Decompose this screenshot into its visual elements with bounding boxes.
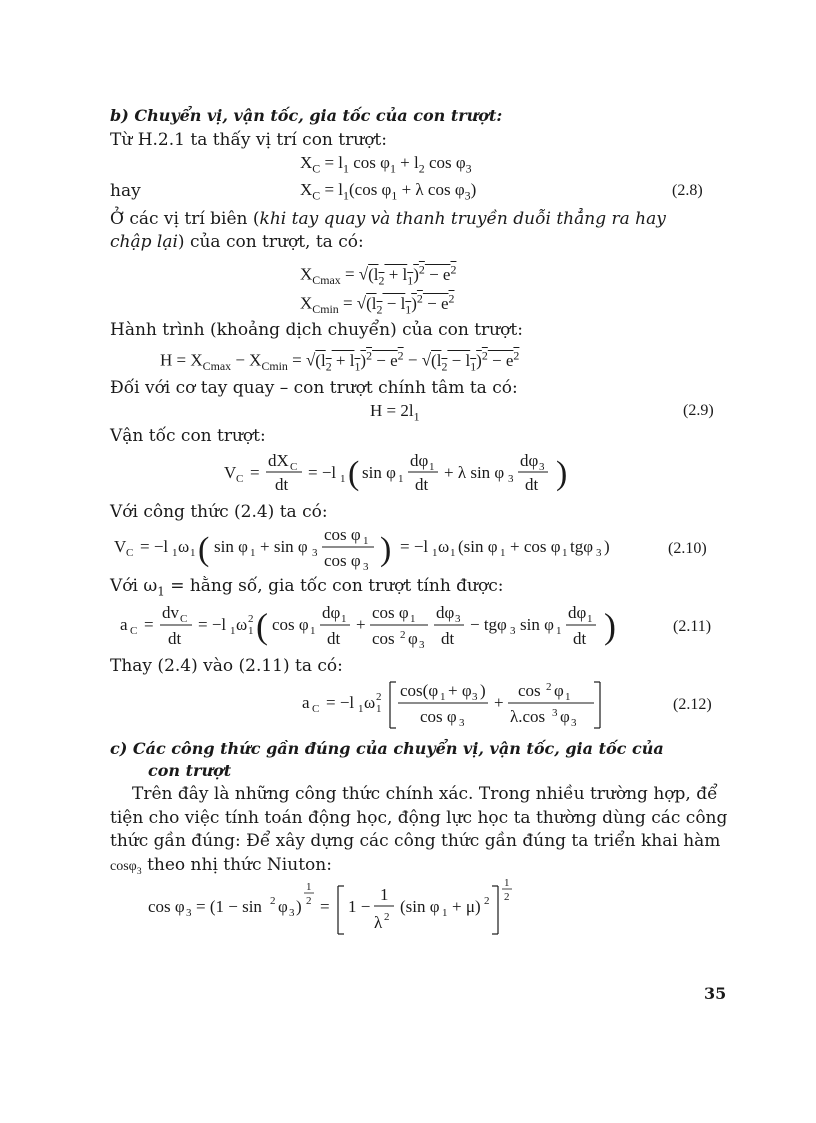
svg-text:2: 2	[484, 895, 490, 907]
svg-text:cos φ: cos φ	[272, 615, 309, 634]
stroke-text: Hành trình (khoảng dịch chuyển) của con trượt:	[110, 320, 523, 340]
svg-text:ω: ω	[438, 537, 450, 556]
svg-text:1: 1	[363, 535, 369, 547]
svg-text:= −l: = −l	[140, 537, 169, 556]
equation-number-2-11: (2.11)	[673, 618, 712, 635]
svg-text:dX: dX	[268, 451, 289, 470]
svg-text:(: (	[256, 606, 268, 646]
section-c-heading-line2: con trượt	[148, 761, 232, 780]
svg-text:cos φ: cos φ	[372, 603, 409, 622]
svg-text:+ φ: + φ	[448, 681, 472, 700]
equation-number-2-10: (2.10)	[668, 540, 707, 557]
svg-text:1: 1	[504, 877, 510, 889]
svg-text:+: +	[494, 693, 504, 712]
equation-xcmax: $X_{Cmax} = √(l_2 + l_1)^2 - e^2$	[300, 262, 457, 288]
svg-text:C: C	[130, 625, 138, 637]
equation-ac	[118, 598, 638, 654]
svg-text:= (1 − sin: = (1 − sin	[196, 897, 262, 916]
svg-text:): )	[480, 681, 486, 700]
svg-text:1: 1	[440, 691, 446, 703]
equation-vc2	[110, 522, 630, 574]
svg-text:2: 2	[546, 681, 552, 693]
svg-text:2: 2	[248, 613, 254, 625]
equation-h: $H = X_{Cmax} - X_{Cmin} = √(l_2 + l_1)^2 - e^2 - √(l_2 - l_1)^2 - e^2$	[160, 348, 520, 374]
svg-text:3: 3	[552, 707, 558, 719]
svg-text:1: 1	[429, 461, 435, 473]
section-c-para-line3: thức gần đúng: Để xây dựng các công thức gần đúng ta triển khai hàm	[110, 831, 721, 851]
section-c-para-line4: cosφ$_3$ theo nhị thức Niuton:	[110, 855, 332, 877]
intro-text: Từ H.2.1 ta thấy vị trí con trượt:	[110, 130, 387, 150]
svg-text:1: 1	[172, 547, 178, 559]
svg-text:): )	[604, 606, 616, 646]
svg-text:3: 3	[459, 717, 465, 729]
svg-text:1: 1	[340, 473, 346, 485]
svg-text:dφ: dφ	[322, 603, 341, 622]
section-c-heading-line1: c) Các công thức gần đúng của chuyển vị, vận tốc, gia tốc của	[110, 739, 664, 758]
svg-text:dt: dt	[415, 475, 429, 494]
svg-text:2: 2	[270, 895, 276, 907]
svg-text:(: (	[198, 531, 210, 568]
velocity-text: Vận tốc con trượt:	[110, 426, 266, 446]
svg-text:(sin φ: (sin φ	[400, 897, 440, 916]
svg-text:): )	[556, 455, 568, 492]
svg-text:3: 3	[472, 691, 478, 703]
svg-text:C: C	[236, 473, 244, 485]
svg-text:=: =	[250, 463, 260, 482]
equation-xc-2: $X_C = l_1(\cos$ $\varphi_1 + \lambda$ $\cos \varphi_3$)	[300, 180, 477, 203]
svg-text:(: (	[348, 455, 360, 492]
svg-text:3: 3	[312, 547, 318, 559]
svg-text:cos φ: cos φ	[148, 897, 185, 916]
omega-text: Với $\omega_1$ = hằng số, gia tốc con trượt tính được:	[110, 576, 504, 599]
svg-text:): )	[380, 531, 392, 568]
hay-label: hay	[110, 181, 141, 201]
svg-text:sin φ: sin φ	[214, 537, 248, 556]
svg-text:1: 1	[556, 625, 562, 637]
svg-text:=: =	[320, 897, 330, 916]
svg-text:3: 3	[508, 473, 514, 485]
svg-text:a: a	[120, 615, 128, 634]
svg-text:ω: ω	[364, 693, 376, 712]
svg-text:ω: ω	[236, 615, 248, 634]
equation-number-2-9: (2.9)	[683, 402, 714, 419]
svg-text:cos: cos	[372, 629, 395, 648]
svg-text:C: C	[312, 703, 320, 715]
equation-number-2-8: (2.8)	[672, 182, 703, 199]
svg-text:a: a	[302, 693, 310, 712]
svg-text:3: 3	[510, 625, 516, 637]
equation-number-2-12: (2.12)	[673, 696, 712, 713]
svg-text:1: 1	[562, 547, 568, 559]
svg-text:sin φ: sin φ	[520, 615, 554, 634]
svg-text:cos φ: cos φ	[420, 707, 457, 726]
svg-text:dt: dt	[168, 629, 182, 648]
svg-text:2: 2	[376, 691, 382, 703]
section-c-para-line1: Trên đây là những công thức chính xác. Trong nhiều trường hợp, để	[132, 784, 718, 804]
svg-text:V: V	[224, 463, 237, 482]
svg-text:φ: φ	[560, 707, 570, 726]
svg-text:φ: φ	[278, 897, 288, 916]
page-number: 35	[704, 984, 727, 1003]
svg-text:1: 1	[190, 547, 196, 559]
equation-h2: $H = 2l_1$	[370, 401, 420, 424]
svg-text:C: C	[126, 547, 134, 559]
svg-text:+: +	[356, 615, 366, 634]
svg-text:3: 3	[419, 639, 425, 651]
svg-text:2: 2	[504, 891, 510, 903]
section-b-heading: b) Chuyển vị, vận tốc, gia tốc của con trượt:	[110, 106, 503, 125]
svg-text:2: 2	[384, 911, 390, 923]
svg-text:3: 3	[596, 547, 602, 559]
equation-xc-1: $X_C = l_1$ $\cos \varphi_1 + l_2$ $\cos \varphi_3$	[300, 153, 472, 176]
equation-cos-phi3	[146, 876, 546, 940]
svg-text:1: 1	[432, 547, 438, 559]
svg-text:2: 2	[306, 895, 312, 907]
svg-text:1: 1	[250, 547, 256, 559]
svg-text:2: 2	[400, 629, 406, 641]
svg-text:1: 1	[341, 613, 347, 625]
svg-text:cos(φ: cos(φ	[400, 681, 439, 700]
svg-text:1 −: 1 −	[348, 897, 371, 916]
svg-text:+ λ sin φ: + λ sin φ	[444, 463, 505, 482]
svg-text:+ μ): + μ)	[452, 897, 481, 916]
svg-text:ω: ω	[178, 537, 190, 556]
svg-text:1: 1	[450, 547, 456, 559]
svg-text:cos φ: cos φ	[324, 525, 361, 544]
svg-text:(sin φ: (sin φ	[458, 537, 498, 556]
svg-text:φ: φ	[408, 629, 418, 648]
svg-text:1: 1	[230, 625, 236, 637]
svg-text:1: 1	[587, 613, 593, 625]
svg-text:): )	[296, 897, 302, 916]
svg-text:V: V	[114, 537, 127, 556]
svg-text:cos: cos	[518, 681, 541, 700]
section-c-para-line2: tiện cho việc tính toán động học, động lực học ta thường dùng các công	[110, 808, 728, 828]
equation-vc	[220, 446, 600, 498]
extreme-text-line2: chập lại) của con trượt, ta có:	[110, 232, 364, 252]
svg-text:= −l: = −l	[198, 615, 227, 634]
svg-text:λ: λ	[374, 913, 383, 932]
svg-text:dφ: dφ	[410, 451, 429, 470]
svg-text:1: 1	[306, 881, 312, 893]
svg-text:dt: dt	[441, 629, 455, 648]
svg-text:3: 3	[539, 461, 545, 473]
svg-text:3: 3	[289, 907, 295, 919]
svg-text:cos φ: cos φ	[324, 551, 361, 570]
svg-text:dφ: dφ	[520, 451, 539, 470]
svg-text:C: C	[180, 613, 188, 625]
svg-text:− tgφ: − tgφ	[470, 615, 507, 634]
svg-text:1: 1	[358, 703, 364, 715]
svg-text:dt: dt	[573, 629, 587, 648]
formula-2-4-text: Với công thức (2.4) ta có:	[110, 502, 328, 522]
svg-text:+ cos φ: + cos φ	[510, 537, 561, 556]
svg-text:φ: φ	[554, 681, 564, 700]
svg-text:tgφ: tgφ	[570, 537, 594, 556]
svg-text:1: 1	[380, 885, 389, 904]
svg-text:1: 1	[500, 547, 506, 559]
svg-text:1: 1	[248, 625, 254, 637]
svg-text:3: 3	[571, 717, 577, 729]
svg-text:3: 3	[363, 561, 369, 573]
substitute-text: Thay (2.4) vào (2.11) ta có:	[110, 656, 343, 676]
extreme-text-line1: Ở các vị trí biên (khi tay quay và thanh truyền duỗi thẳng ra hay	[110, 209, 666, 229]
svg-text:dt: dt	[525, 475, 539, 494]
svg-text:3: 3	[186, 907, 192, 919]
svg-text:= −l: = −l	[326, 693, 355, 712]
svg-text:=: =	[144, 615, 154, 634]
svg-text:C: C	[290, 461, 298, 473]
svg-text:= −l: = −l	[400, 537, 429, 556]
svg-text:1: 1	[376, 703, 382, 715]
svg-text:): )	[604, 537, 610, 556]
equation-xcmin: $X_{Cmin} = √(l_2 - l_1)^2 - e^2$	[300, 291, 455, 317]
centric-text: Đối với cơ tay quay – con trượt chính tâm ta có:	[110, 378, 518, 398]
svg-text:1: 1	[310, 625, 316, 637]
svg-text:sin φ: sin φ	[362, 463, 396, 482]
svg-text:dφ: dφ	[568, 603, 587, 622]
svg-text:dφ: dφ	[436, 603, 455, 622]
svg-text:1: 1	[442, 907, 448, 919]
equation-ac2	[300, 676, 610, 732]
svg-text:dt: dt	[327, 629, 341, 648]
svg-text:1: 1	[398, 473, 404, 485]
svg-text:3: 3	[455, 613, 461, 625]
svg-text:= −l: = −l	[308, 463, 337, 482]
svg-text:dt: dt	[275, 475, 289, 494]
svg-text:dv: dv	[162, 603, 179, 622]
svg-text:+ sin φ: + sin φ	[260, 537, 308, 556]
svg-text:λ.cos: λ.cos	[510, 707, 546, 726]
svg-text:1: 1	[565, 691, 571, 703]
svg-text:1: 1	[410, 613, 416, 625]
